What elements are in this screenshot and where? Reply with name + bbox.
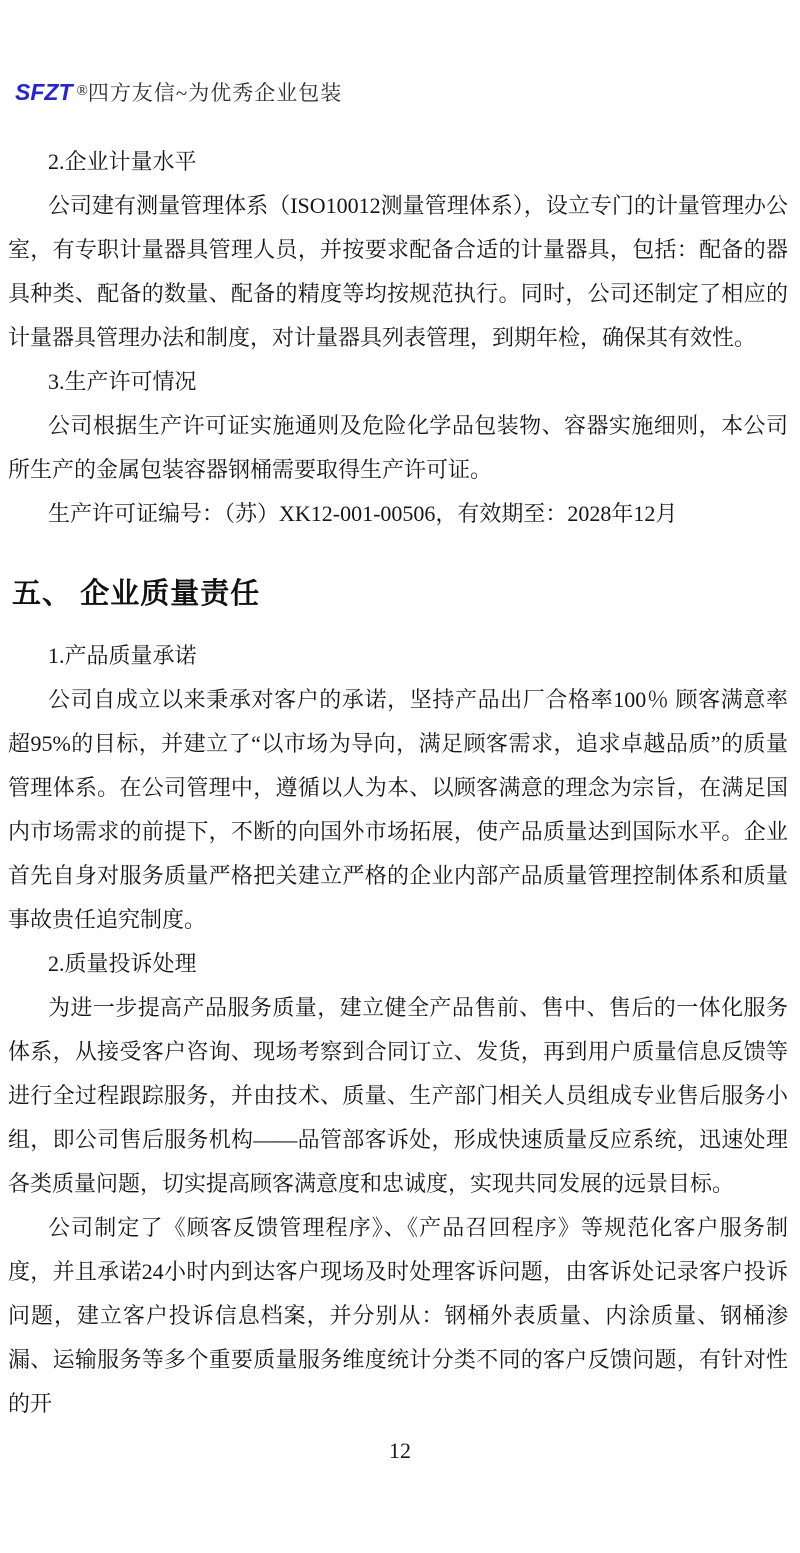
document-header [15, 78, 342, 106]
brand-logo-text: SFZT [15, 79, 73, 105]
body-paragraph: 公司建有测量管理体系（ISO10012测量管理体系），设立专门的计量管理办公室，有专职计量器具管理人员，并按要求配备合适的计量器具，包括：配备的器具种类、配备的数量、配备的精度等均按规范执行。同时，公司还制定了相应的计量器具管理办法和制度，对计量器具列表管理，到期年检，确保其有效性。 [8, 193, 788, 350]
body-paragraph: 公司根据生产许可证实施通则及危险化学品包装物、容器实施细则，本公司所生产的金属包装容器钢桶需要取得生产许可证。 [8, 413, 788, 482]
page-number: 12 [389, 1438, 411, 1463]
sub-heading: 2.企业计量水平 [48, 149, 197, 174]
section-heading: 五、 企业质量责任 [12, 578, 261, 610]
sub-heading: 1.产品质量承诺 [48, 643, 197, 668]
body-paragraph: 生产许可证编号：（苏）XK12-001-00506，有效期至：2028年12月 [48, 501, 678, 526]
body-paragraph: 公司制定了《顾客反馈管理程序》、《产品召回程序》等规范化客户服务制度，并且承诺24小时内到达客户现场及时处理客诉问题，由客诉处记录客户投诉问题，建立客户投诉信息档案，并分别从：钢桶外表质量、内涂质量、钢桶渗漏、运输服务等多个重要质量服务维度统计分类不同的客户反馈问题，有针对性的开 [8, 1215, 788, 1416]
body-paragraph: 为进一步提高产品服务质量，建立健全产品售前、售中、售后的一体化服务体系，从接受客户咨询、现场考察到合同订立、发货，再到用户质量信息反馈等进行全过程跟踪服务，并由技术、质量、生产部门相关人员组成专业售后服务小组，即公司售后服务机构——品管部客诉处，形成快速质量反应系统，迅速处理各类质量问题，切实提高顾客满意度和忠诚度，实现共同发展的远景目标。 [8, 995, 788, 1196]
sub-heading: 2.质量投诉处理 [48, 951, 197, 976]
brand-tagline: 四方友信~为优秀企业包装 [87, 81, 343, 105]
registered-trademark-icon: ® [76, 83, 88, 99]
document-body [8, 140, 788, 1426]
sub-heading: 3.生产许可情况 [48, 369, 197, 394]
body-paragraph: 公司自成立以来秉承对客户的承诺，坚持产品出厂合格率100％ 顾客满意率超95%的目标，并建立了“以市场为导向，满足顾客需求，追求卓越品质”的质量管理体系。在公司管理中，遵循以人为本、以顾客满意的理念为宗旨，在满足国内市场需求的前提下，不断的向国外市场拓展，使产品质量达到国际水平。企业首先自身对服务质量严格把关建立严格的企业内部产品质量管理控制体系和质量事故贵任追究制度。 [8, 687, 788, 932]
